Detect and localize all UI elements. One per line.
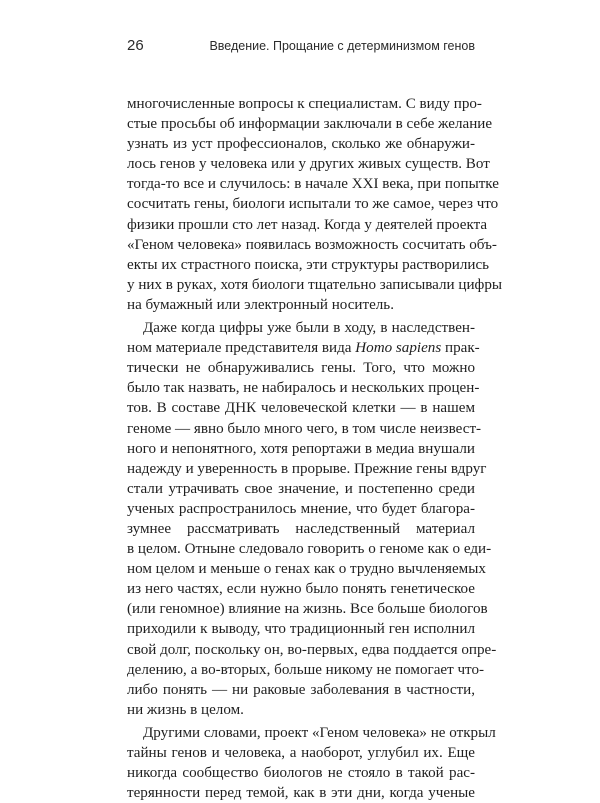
text-line: тогда-то все и случилось: в начале XXI века, при попытке: [127, 176, 499, 193]
paragraph: [127, 94, 503, 315]
text-line: на бумажный или электронный носитель.: [127, 296, 394, 313]
text-line: у них в руках, хотя биологи тщательно записывали цифры: [127, 276, 503, 293]
text-line: приходили к выводу, что традиционный ген исполнил: [127, 621, 475, 638]
text-line: геноме — явно было много чего, в том числе неизвест-: [127, 420, 482, 437]
text-line: зумнее рассматривать наследственный материал: [127, 520, 475, 537]
page-header: [127, 37, 475, 57]
body-text: [127, 94, 503, 803]
running-head: Введение. Прощание с детерминизмом генов: [209, 39, 475, 53]
text-line: либо понять — ни раковые заболевания в частности,: [127, 681, 475, 698]
text-line: было так назвать, не набиралось и нескольких процен-: [127, 380, 480, 397]
text-line: из него частях, если нужно было понять генетическое: [127, 581, 475, 598]
text-line: (или геномное) влияние на жизнь. Все больше биологов: [127, 601, 488, 618]
text-line: лось генов у человека или у других живых существ. Вот: [127, 156, 490, 173]
text-line: надежду и уверенность в прорыве. Прежние гены вдруг: [127, 460, 487, 477]
text-line: никогда сообщество биологов не стояло в такой рас-: [127, 765, 475, 782]
text-line: ученых распространилось мнение, что будет благора-: [127, 500, 475, 517]
text-span: прак-: [441, 340, 480, 357]
species-name-italic: Homo sapiens: [355, 340, 442, 357]
text-line: свой долг, поскольку он, во-первых, едва поддается опре-: [127, 641, 497, 658]
text-line: тически не обнаруживались гены. Того, что можно: [127, 360, 475, 377]
text-line: ном целом и меньше о генах как о трудно вычленяемых: [127, 561, 486, 578]
text-line: делению, а во-вторых, больше никому не помогает что-: [127, 661, 485, 678]
text-span: ном материале представителя вида: [127, 340, 356, 357]
text-line: екты их страстного поиска, эти структуры растворились: [127, 256, 490, 273]
text-line: стые просьбы об информации заключали в себе желание: [127, 116, 493, 133]
text-line: физики прошли сто лет назад. Когда у деятелей проекта: [127, 216, 488, 233]
text-line: ного и непонятного, хотя репортажи в медиа внушали: [127, 440, 475, 457]
text-line: тов. В составе ДНК человеческой клетки — в нашем: [127, 400, 475, 417]
text-line: многочисленные вопросы к специалистам. С виду про-: [127, 96, 482, 112]
text-line: в целом. Отныне следовало говорить о геноме как о еди-: [127, 541, 492, 558]
paragraph: [127, 318, 497, 720]
text-line: Даже когда цифры уже были в ходу, в наследствен-: [143, 320, 475, 337]
text-line: «Геном человека» появилась возможность сосчитать объ-: [127, 236, 497, 253]
text-line-with-italic: [127, 338, 480, 358]
paragraph: [127, 723, 496, 803]
text-line: сосчитать гены, биологи испытали то же самое, через что: [127, 196, 499, 213]
text-line: стали утрачивать свое значение, и постепенно среди: [127, 480, 475, 497]
page-number: 26: [127, 37, 144, 54]
text-line: терянности перед темой, как в эти дни, когда ученые: [127, 785, 475, 802]
text-line: тайны генов и человека, а наоборот, углубил их. Еще: [127, 745, 475, 761]
text-line: ни жизнь в целом.: [127, 701, 244, 718]
text-line: узнать из уст профессионалов, сколько же обнаружи-: [127, 136, 475, 153]
text-line: Другими словами, проект «Геном человека» не открыл: [143, 724, 496, 741]
